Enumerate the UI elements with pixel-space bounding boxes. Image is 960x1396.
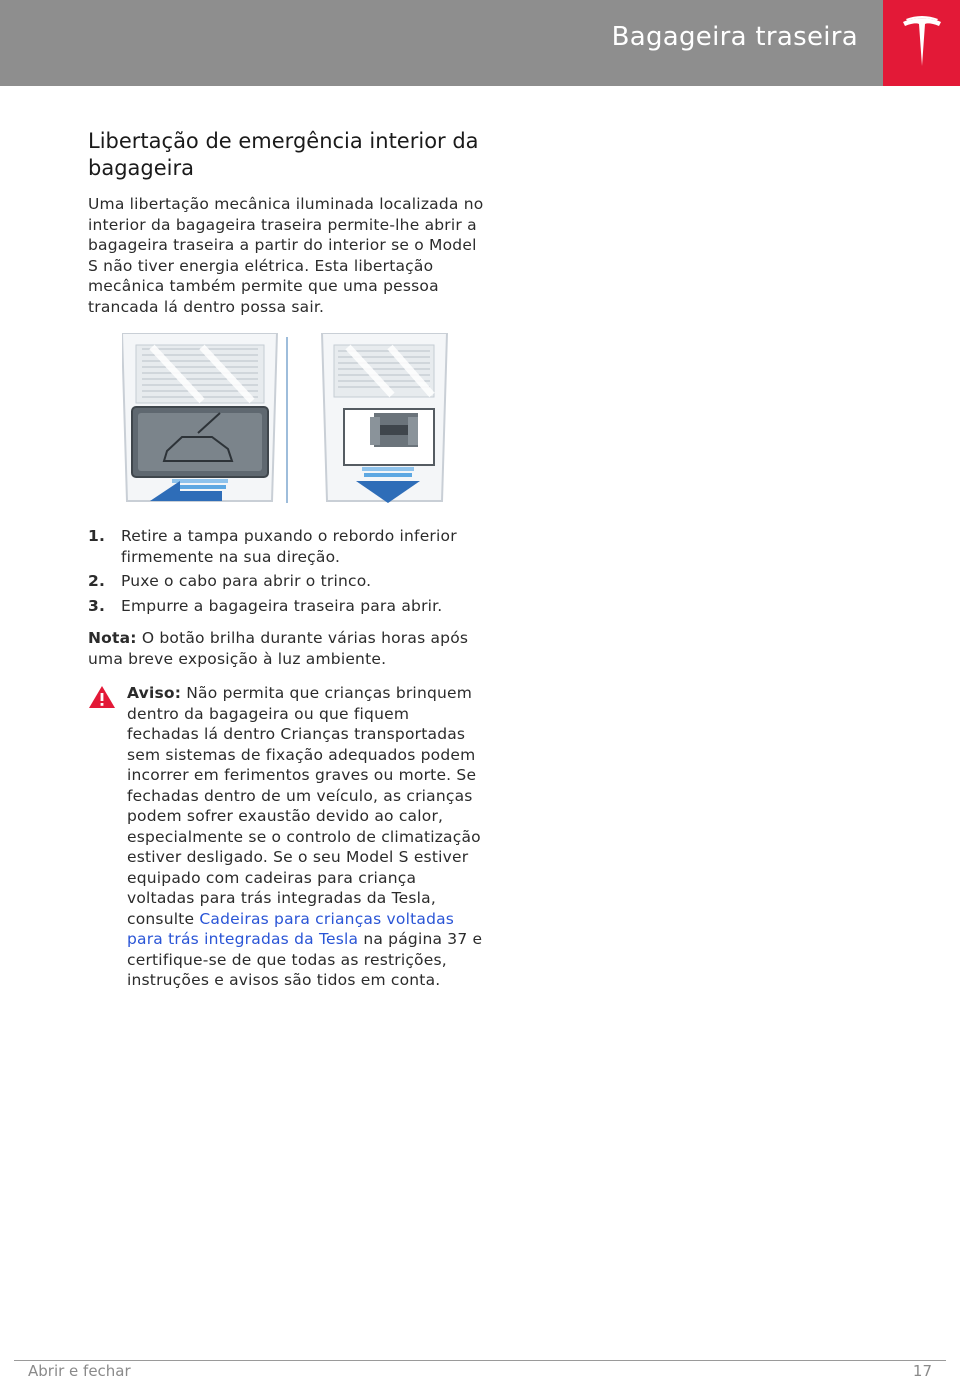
step-number: 1.	[88, 527, 106, 545]
logo-box	[883, 0, 960, 86]
child-seat-link[interactable]: Cadeiras para crianças voltadas para trás integradas da Tesla	[127, 909, 455, 948]
intro-paragraph: Uma libertação mecânica iluminada localizada no interior da bagageira traseira permite-lhe abrir a bagageira traseira a partir do interior se o Model S não tiver energia elétrica. Esta libertação mecânica também permite que uma pessoa trancada lá dentro possa sair.	[88, 195, 484, 316]
step-number: 3.	[88, 596, 106, 615]
step-text: Puxe o cabo para abrir o trinco.	[121, 572, 372, 590]
warning-label: Aviso:	[127, 684, 182, 702]
warning-block	[88, 683, 484, 991]
warning-text-before: Não permita que crianças brinquem dentro da bagageira ou que fiquem fechadas lá dentro Crianças transportadas sem sistemas de fixação adequados podem incorrer em ferimentos graves ou morte. Se fechadas dentro de um veículo, as crianças podem sofrer exaustão devido ao calor, especialmente se o controlo de climatização estiver desligado. Se o seu Model S estiver equipado com cadeiras para criança voltadas para trás integradas da Tesla, consulte	[127, 684, 481, 928]
release-illustration	[122, 333, 452, 508]
warning-text	[127, 683, 484, 991]
step-number: 2.	[88, 572, 106, 590]
step-text: Retire a tampa puxando o rebordo inferior firmemente na sua direção.	[121, 527, 457, 566]
list-item	[88, 526, 484, 567]
main-content	[88, 128, 484, 991]
list-item	[88, 596, 484, 617]
page-header	[0, 0, 960, 86]
cable-pull-panel	[322, 333, 447, 503]
footer-section-name: Abrir e fechar	[28, 1362, 131, 1380]
page-number: 17	[912, 1362, 932, 1380]
step-text: Empurre a bagageira traseira para abrir.	[121, 596, 443, 615]
tesla-logo-icon	[901, 16, 943, 70]
page-title: Bagageira traseira	[611, 22, 858, 52]
note-label: Nota:	[88, 629, 137, 647]
warning-text-after: na página 37 e certifique-se de que todas as restrições, instruções e avisos são tidos em conta.	[127, 930, 483, 989]
note-text: O botão brilha durante várias horas após uma breve exposição à luz ambiente.	[88, 629, 469, 668]
cover-removal-panel	[122, 333, 277, 501]
section-heading: Libertação de emergência interior da bagageira	[88, 129, 479, 180]
warning-triangle-icon	[88, 685, 116, 709]
list-item	[88, 571, 484, 592]
steps-list	[88, 526, 484, 616]
footer-divider	[14, 1360, 946, 1361]
note-paragraph	[88, 628, 484, 669]
